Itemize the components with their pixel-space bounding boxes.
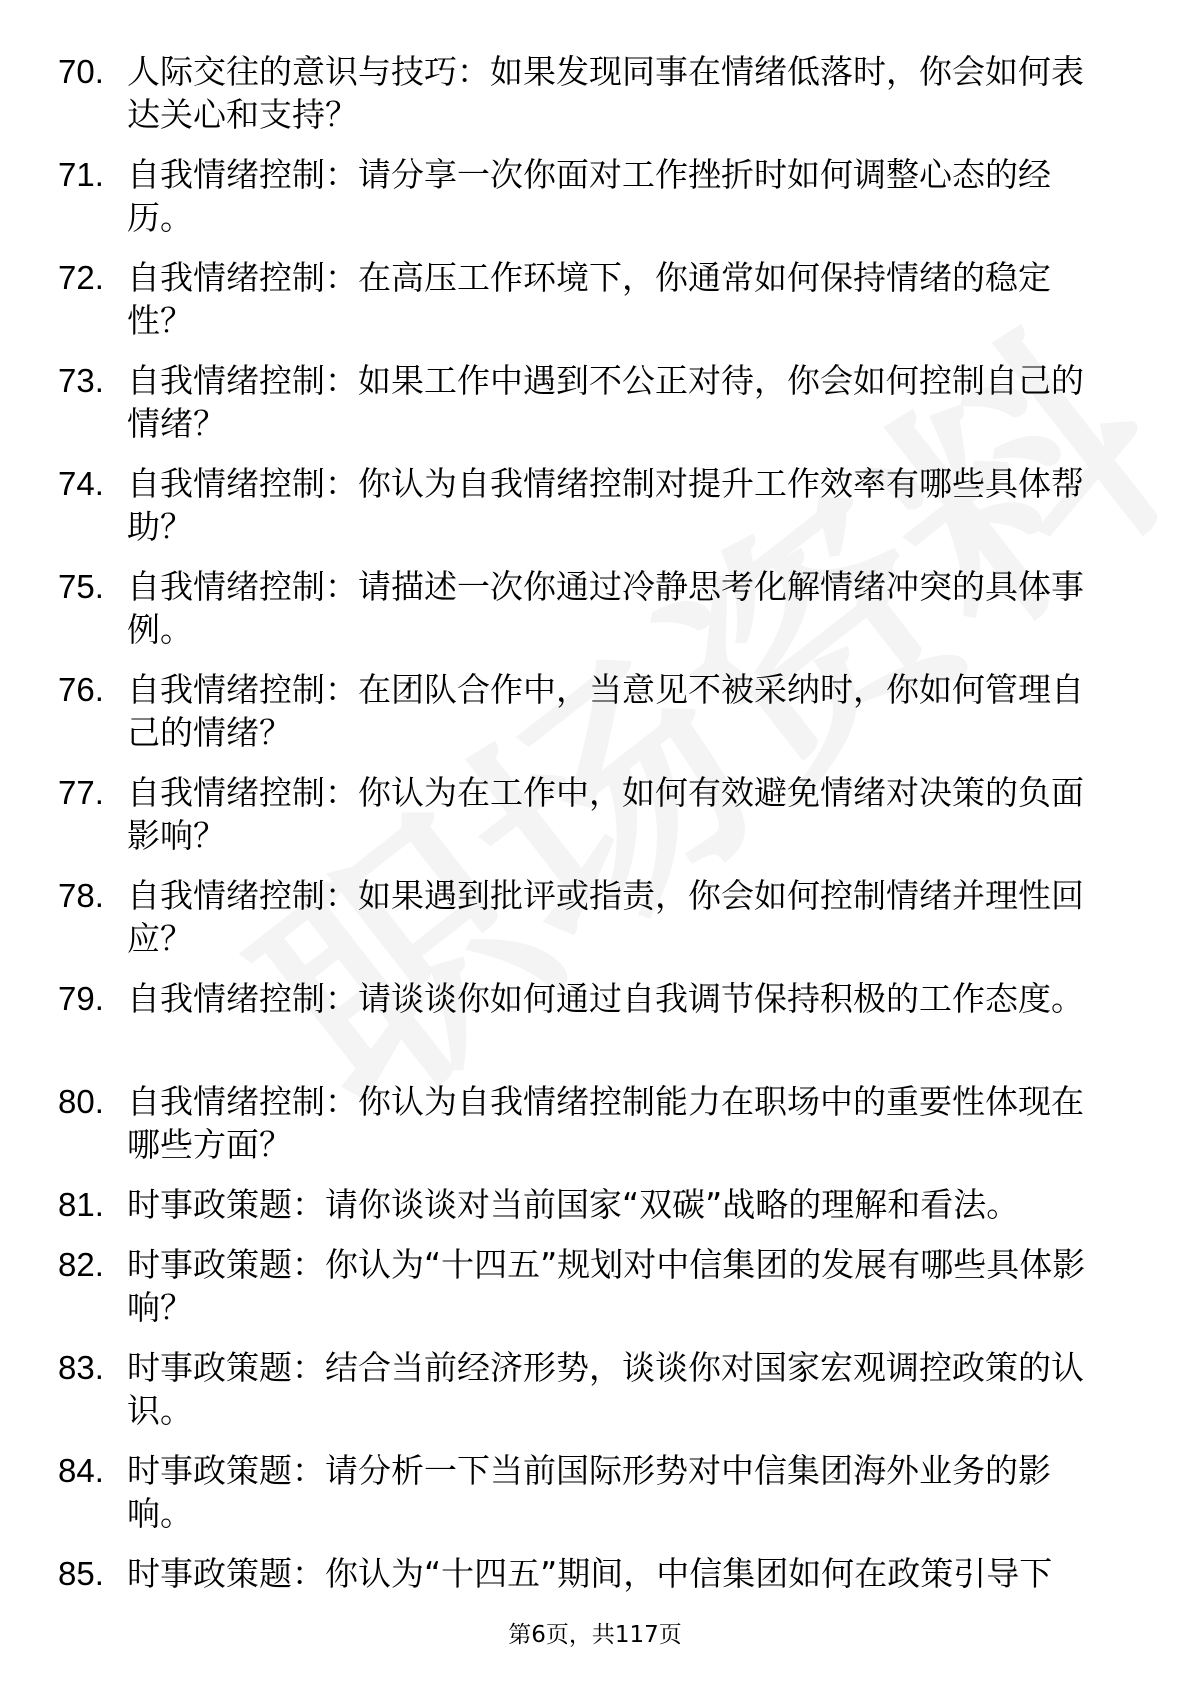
item-number: 83. — [58, 1349, 104, 1386]
item-number: 78. — [58, 877, 104, 914]
list-item — [0, 1346, 1190, 1432]
item-number: 79. — [58, 980, 104, 1017]
list-item — [0, 1449, 1190, 1535]
item-text: 自我情绪控制：在高压工作环境下，你通常如何保持情绪的稳定性？ — [127, 258, 1051, 340]
item-number: 72. — [58, 259, 104, 296]
item-number: 75. — [58, 568, 104, 605]
list-item — [0, 771, 1190, 857]
item-number: 80. — [58, 1083, 104, 1120]
item-text: 人际交往的意识与技巧：如果发现同事在情绪低落时，你会如何表达关心和支持？ — [127, 52, 1084, 134]
item-number: 85. — [58, 1555, 104, 1592]
item-text: 时事政策题：请分析一下当前国际形势对中信集团海外业务的影响。 — [127, 1451, 1051, 1533]
item-text: 时事政策题：你认为“十四五”规划对中信集团的发展有哪些具体影响？ — [127, 1245, 1086, 1327]
item-number: 81. — [58, 1186, 104, 1223]
item-number: 76. — [58, 671, 104, 708]
item-number: 82. — [58, 1246, 104, 1283]
item-number: 73. — [58, 362, 104, 399]
item-text: 自我情绪控制：在团队合作中，当意见不被采纳时，你如何管理自己的情绪？ — [127, 670, 1084, 752]
list-item — [0, 1243, 1190, 1329]
list-item — [0, 153, 1190, 239]
list-item — [0, 1080, 1190, 1166]
item-number: 71. — [58, 156, 104, 193]
list-item — [0, 565, 1190, 651]
item-number: 77. — [58, 774, 104, 811]
item-text: 时事政策题：请你谈谈对当前国家“双碳”战略的理解和看法。 — [127, 1185, 1020, 1224]
list-item — [0, 668, 1190, 754]
list-item — [0, 874, 1190, 960]
item-number: 70. — [58, 53, 104, 90]
item-number: 74. — [58, 465, 104, 502]
question-list — [0, 50, 1190, 1612]
list-item — [0, 1552, 1190, 1595]
item-text: 自我情绪控制：你认为自我情绪控制对提升工作效率有哪些具体帮助？ — [127, 464, 1084, 546]
list-item — [0, 50, 1190, 136]
item-text: 自我情绪控制：请分享一次你面对工作挫折时如何调整心态的经历。 — [127, 155, 1051, 237]
item-text: 自我情绪控制：如果遇到批评或指责，你会如何控制情绪并理性回应？ — [127, 876, 1084, 958]
item-number: 84. — [58, 1452, 104, 1489]
list-item — [0, 462, 1190, 548]
list-item — [0, 1183, 1190, 1226]
item-text: 自我情绪控制：如果工作中遇到不公正对待，你会如何控制自己的情绪？ — [127, 361, 1084, 443]
list-item — [0, 977, 1190, 1063]
item-text: 自我情绪控制：你认为在工作中，如何有效避免情绪对决策的负面影响？ — [127, 773, 1084, 855]
item-text: 自我情绪控制：你认为自我情绪控制能力在职场中的重要性体现在哪些方面？ — [127, 1082, 1084, 1164]
item-text: 时事政策题：结合当前经济形势，谈谈你对国家宏观调控政策的认识。 — [127, 1348, 1084, 1430]
page-footer: 第6页，共117页 — [508, 1622, 682, 1648]
item-text: 时事政策题：你认为“十四五”期间，中信集团如何在政策引导下 — [127, 1554, 1053, 1593]
item-text: 自我情绪控制：请描述一次你通过冷静思考化解情绪冲突的具体事例。 — [127, 567, 1084, 649]
list-item — [0, 359, 1190, 445]
list-item — [0, 256, 1190, 342]
item-text: 自我情绪控制：请谈谈你如何通过自我调节保持积极的工作态度。 — [127, 979, 1084, 1018]
